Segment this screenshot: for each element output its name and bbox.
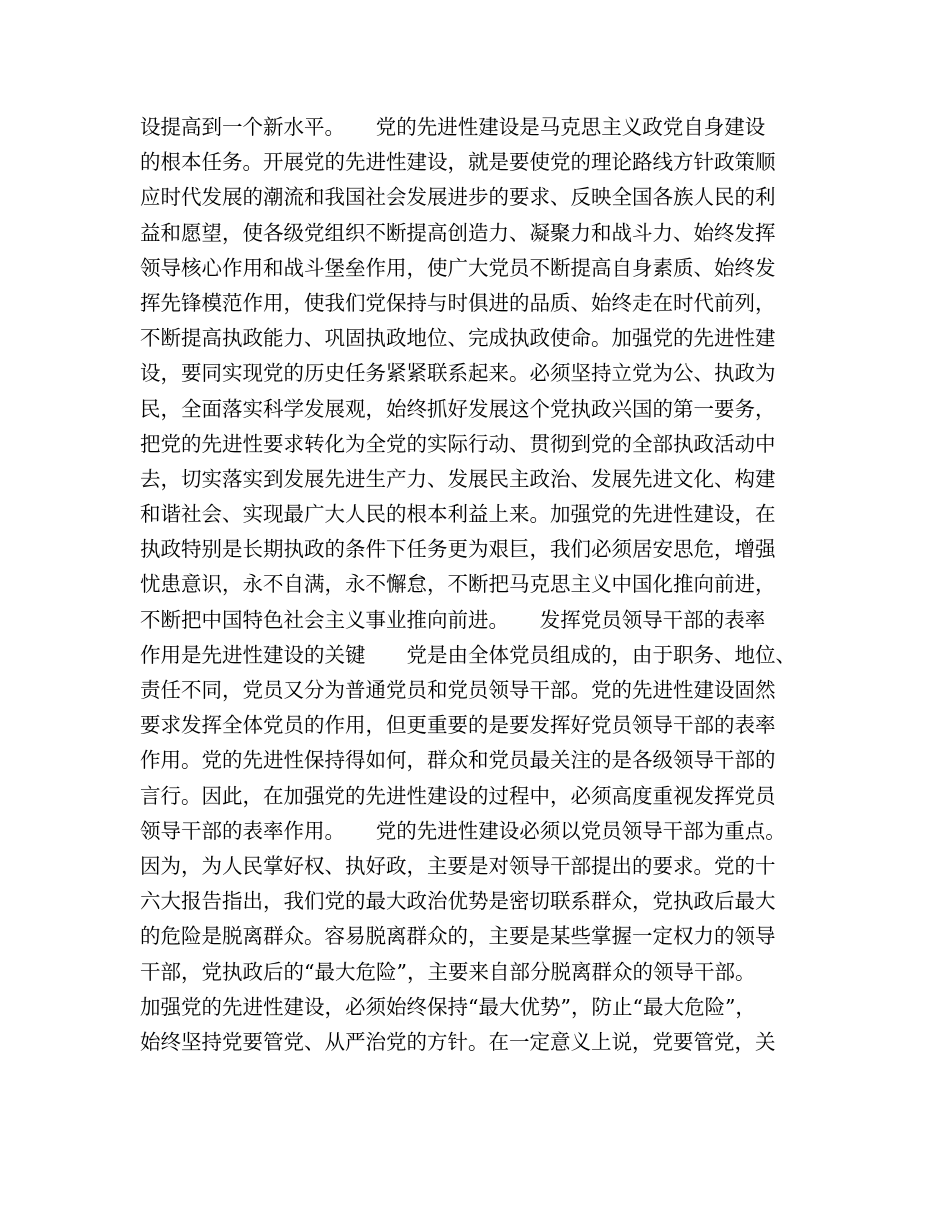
text-line: 不断提高执政能力、巩固执政地位、完成执政使命。加强党的先进性建 [140, 326, 776, 351]
text-line: 去，切实落实到发展先进生产力、发展民主政治、发展先进文化、构建 [140, 466, 776, 491]
text-line: 因为，为人民掌好权、执好政，主要是对领导干部提出的要求。党的十 [140, 853, 776, 878]
text-line: 益和愿望，使各级党组织不断提高创造力、凝聚力和战斗力、始终发挥 [140, 220, 776, 245]
text-line: 作用。党的先进性保持得如何，群众和党员最关注的是各级领导干部的 [140, 748, 776, 773]
text-line: 把党的先进性要求转化为全党的实际行动、贯彻到党的全部执政活动中 [140, 431, 776, 456]
text-line: 领导核心作用和战斗堡垒作用，使广大党员不断提高自身素质、始终发 [140, 255, 776, 280]
text-line: 干部，党执政后的“最大危险”，主要来自部分脱离群众的领导干部。 [140, 959, 756, 984]
body-text [140, 110, 830, 1060]
text-line: 民，全面落实科学发展观，始终抓好发展这个党执政兴国的第一要务， [140, 396, 776, 421]
text-line: 加强党的先进性建设，必须始终保持“最大优势”，防止“最大危险”， [140, 994, 756, 1019]
text-line: 挥先锋模范作用，使我们党保持与时俱进的品质、始终走在时代前列， [140, 290, 776, 315]
text-line: 应时代发展的潮流和我国社会发展进步的要求、反映全国各族人民的利 [140, 185, 776, 210]
text-line: 领导干部的表率作用。 党的先进性建设必须以党员领导干部为重点。 [140, 818, 786, 843]
text-line: 责任不同，党员又分为普通党员和党员领导干部。党的先进性建设固然 [140, 678, 776, 702]
text-line: 和谐社会、实现最广大人民的根本利益上来。加强党的先进性建设，在 [140, 502, 776, 527]
text-line: 不断把中国特色社会主义事业推向前进。 发挥党员领导干部的表率 [140, 607, 766, 632]
text-line: 的根本任务。开展党的先进性建设，就是要使党的理论路线方针政策顺 [140, 150, 776, 175]
text-line: 六大报告指出，我们党的最大政治优势是密切联系群众，党执政后最大 [140, 889, 776, 914]
text-line: 言行。因此，在加强党的先进性建设的过程中，必须高度重视发挥党员 [140, 783, 776, 808]
text-line: 的危险是脱离群众。容易脱离群众的，主要是某些掌握一定权力的领导 [140, 924, 776, 949]
text-line: 始终坚持党要管党、从严治党的方针。在一定意义上说，党要管党，关 [140, 1029, 776, 1054]
text-line: 忧患意识，永不自满，永不懈怠，不断把马克思主义中国化推向前进， [140, 572, 776, 597]
text-line: 要求发挥全体党员的作用，但更重要的是要发挥好党员领导干部的表率 [140, 713, 776, 738]
text-line: 作用是先进性建设的关键 党是由全体党员组成的，由于职务、地位、 [140, 642, 796, 667]
text-line: 设，要同实现党的历史任务紧紧联系起来。必须坚持立党为公、执政为 [140, 361, 776, 386]
text-line: 设提高到一个新水平。 党的先进性建设是马克思主义政党自身建设 [140, 115, 766, 139]
text-line: 执政特别是长期执政的条件下任务更为艰巨，我们必须居安思危，增强 [140, 537, 776, 562]
